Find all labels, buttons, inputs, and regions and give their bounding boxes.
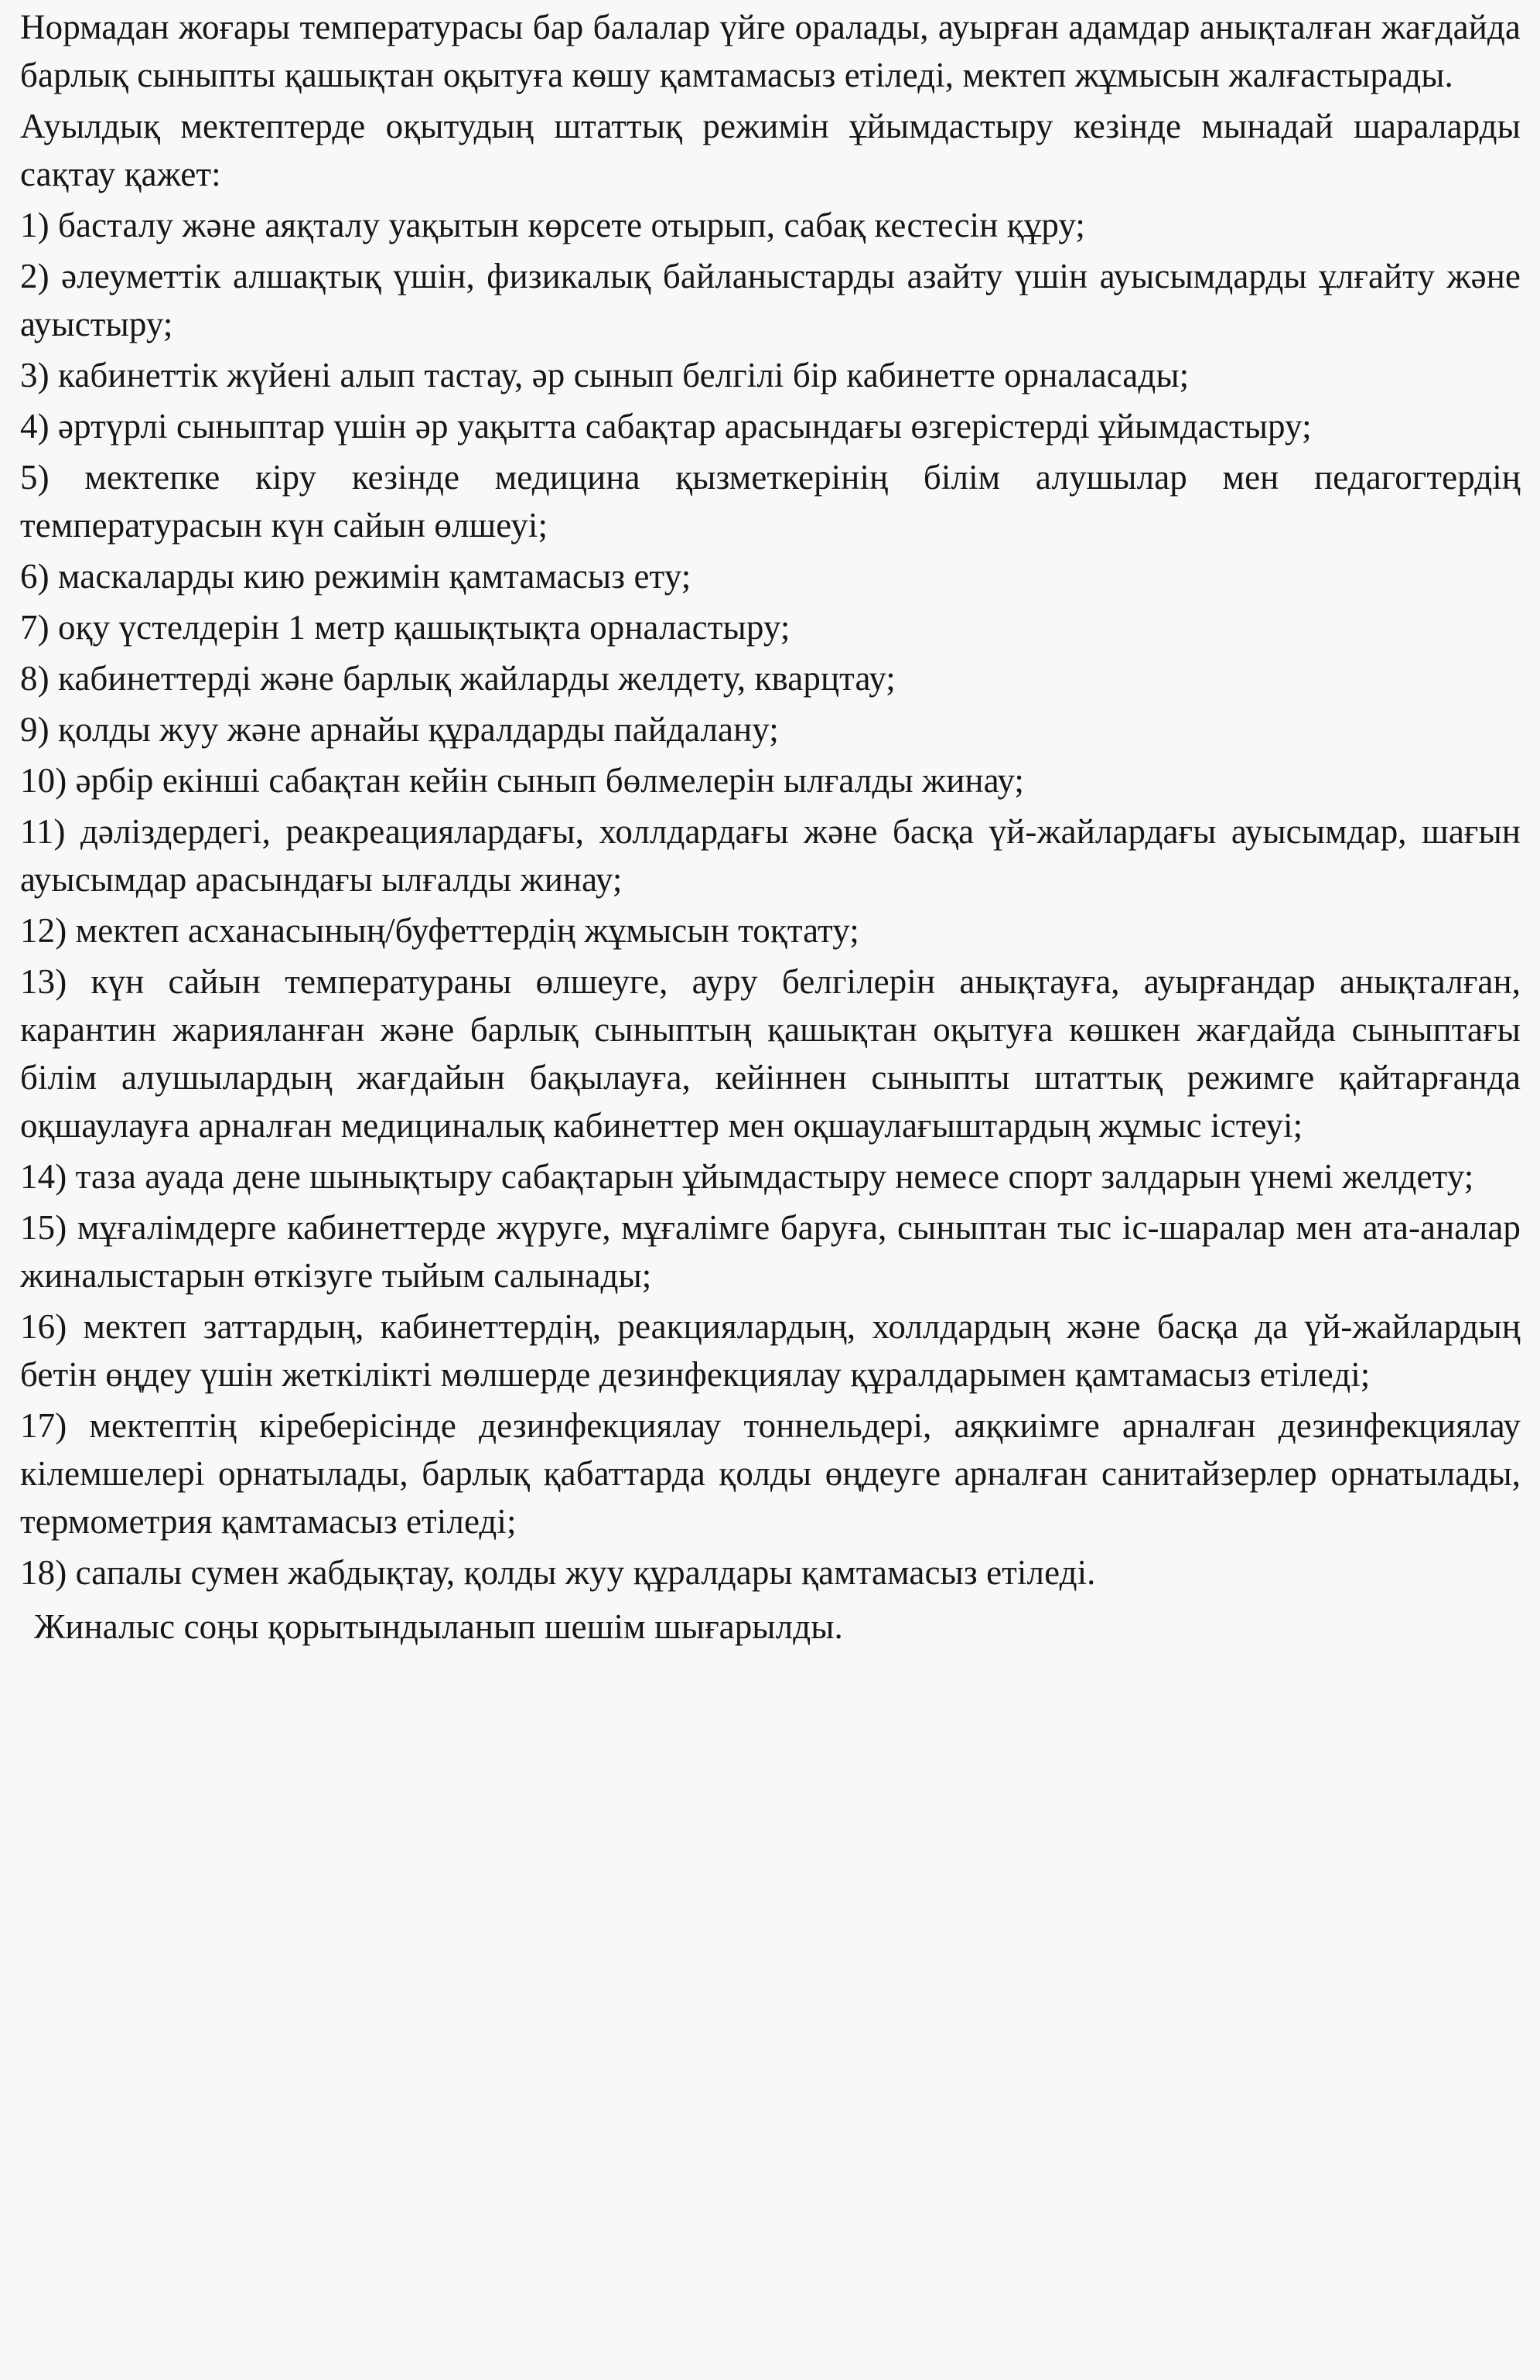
list-item-2: 2) әлеуметтік алшақтық үшін, физикалық байланыстарды азайту үшін ауысымдарды ұлғайту және ауыстыру; <box>20 257 1521 343</box>
list-item-17: 17) мектептің кіреберісінде дезинфекциялау тоннельдері, аяқкиімге арналған дезинфекциялау кілемшелері орнатылады, барлық қабаттарда қолды өңдеуге арналған санитайзерлер орнатылады, термометрия қамтамасыз етіледі; <box>20 1406 1521 1541</box>
closing-sentence: Жиналыс соңы қорытындыланып шешім шығарылды. <box>34 1607 843 1646</box>
list-item-7: 7) оқу үстелдерін 1 метр қашықтықта орналастыру; <box>20 608 790 647</box>
list-item-3: 3) кабинеттік жүйені алып тастау, әр сынып белгілі бір кабинетте орналасады; <box>20 356 1190 394</box>
intro-paragraph-2: Ауылдық мектептерде оқытудың штаттық режимін ұйымдастыру кезінде мынадай шараларды сақтау қажет: <box>20 107 1521 193</box>
list-item-16: 16) мектеп заттардың, кабинеттердің, реакциялардың, холлдардың және басқа да үй-жайлардың бетін өңдеу үшін жеткілікті мөлшерде дезинфекциялау құралдарымен қамтамасыз етіледі; <box>20 1307 1521 1394</box>
list-item-5: 5) мектепке кіру кезінде медицина қызметкерінің білім алушылар мен педагогтердің температурасын күн сайын өлшеуі; <box>20 458 1521 545</box>
list-item-8: 8) кабинеттерді және барлық жайларды желдету, кварцтау; <box>20 659 896 698</box>
list-item-11: 11) дәліздердегі, реакреациялардағы, холлдардағы және басқа үй-жайлардағы ауысымдар, шағын ауысымдар арасындағы ылғалды жинау; <box>20 812 1521 899</box>
document-body <box>20 3 1521 1654</box>
intro-paragraph-1: Нормадан жоғары температурасы бар балалар үйге оралады, ауырған адамдар анықталған жағдайда барлық сыныпты қашықтан оқытуға көшу қамтамасыз етіледі, мектеп жұмысын жалғастырады. <box>20 8 1521 94</box>
list-item-10: 10) әрбір екінші сабақтан кейін сынып бөлмелерін ылғалды жинау; <box>20 761 1024 800</box>
list-item-14: 14) таза ауада дене шынықтыру сабақтарын ұйымдастыру немесе спорт залдарын үнемі желдету; <box>20 1157 1474 1196</box>
list-item-6: 6) маскаларды кию режимін қамтамасыз ету; <box>20 557 691 596</box>
list-item-4: 4) әртүрлі сыныптар үшін әр уақытта сабақтар арасындағы өзгерістерді ұйымдастыру; <box>20 407 1312 446</box>
list-item-13: 13) күн сайын температураны өлшеуге, ауру белгілерін анықтауға, ауырғандар анықталған, карантин жарияланған және барлық сыныптың қашықтан оқытуға көшкен жағдайда сыныптағы білім алушылардың жағдайын бақылауға, кейіннен сыныпты штаттық режимге қайтарғанда оқшаулауға арналған медициналық кабинеттер мен оқшаулағыштардың жұмыс істеуі; <box>20 962 1521 1145</box>
list-item-9: 9) қолды жуу және арнайы құралдарды пайдалану; <box>20 710 779 749</box>
list-item-12: 12) мектеп асханасының/буфеттердің жұмысын тоқтату; <box>20 911 859 950</box>
list-item-18: 18) сапалы сумен жабдықтау, қолды жуу құралдары қамтамасыз етіледі. <box>20 1553 1096 1592</box>
list-item-15: 15) мұғалімдерге кабинеттерде жүруге, мұғалімге баруға, сыныптан тыс іс-шаралар мен ата-аналар жиналыстарын өткізуге тыйым салынады; <box>20 1208 1521 1295</box>
list-item-1: 1) басталу және аяқталу уақытын көрсете отырып, сабақ кестесін құру; <box>20 206 1085 244</box>
